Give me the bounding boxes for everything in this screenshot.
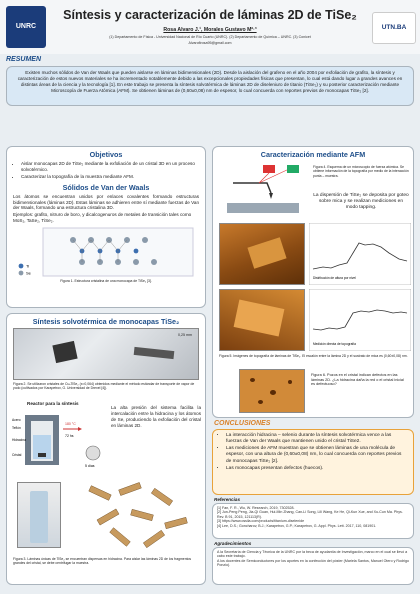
email: Alvarofirosa95@gmail.com [188,41,232,45]
conclusiones-heading: CONCLUSIONES [214,420,271,427]
reactor-part-label: Cristal [12,453,22,457]
defect [258,400,263,404]
reactor-part-label: Teflón [12,426,21,430]
reference-item: [2] Jun-Peng Peng, Jia-Qi Guan, Hui-Min Zhang, Can-Li Song, Lili Wang, Ke He, Qi-Kun Xue, and Xu-Cun Ma. Phys. Rev. B 91, 2015, 121113(R). [217,510,403,519]
reference-item: [3] https://www.ossila.com/products/titanium-diselenide [217,519,305,524]
afm-text: La dispersión de TiSe₂ se deposita por goteo sobre mica y se realizan mediciones en modo tapping. [313,193,409,211]
sheet-region [247,237,286,268]
time-label: 72 hs [65,434,74,438]
agradecimientos-heading: Agradecimientos [214,541,252,546]
figure-2-caption: Figura 2. Se utilizaron cristales de CuₓTiSe₂ (x=0,064) obtenidos mediante el método estándar de transporte de vapor de yodo (cultivados por Karapetrov, G. Universidad de Drexel [4]). [13,382,195,391]
scale-label: 0,25 mm [178,333,192,337]
sintesis-text: La alta presión del sistema facilita la intercalación entre la hidracina y los átomos de Se, produciendo la exfoliación del cristal en láminas 2D. [111,405,201,428]
defect [250,378,255,382]
conclusion-item: • Las mediciones de AFM muestran que se obtienen láminas de una molécula de espesor, con una altura de (0,60±0,08) nm, lo cual concuerda con reportes previos de monocapas TiSe₂ [2]. [226,446,408,464]
resumen-heading: RESUMEN [6,56,42,63]
crystal-flake [134,347,175,359]
crystal-structure-figure [13,226,199,278]
sintesis-box [6,313,206,585]
afm-schematic [219,161,307,217]
utn-logo: UTN.BA [372,12,416,44]
vdw-examples: Ejemplos: grafito, nitruro de boro, y dicalcogenuros de metales de transición tales como MoS₂, TaSe₂, TiSe₂. [13,212,192,224]
temperature-label: 180 °C [65,422,76,426]
figure-3-caption: Figura 3. Láminas únicas de TiSe₂ se encuentran dispersas en hidracina. Para aislar las láminas 2D de los fragmentos grandes del cristal, se debe centrifugar la muestra. [13,557,192,566]
unrc-logo: UNRC [6,6,46,48]
poster-title: Síntesis y caracterización de láminas 2D de TiSe₂ [63,8,357,22]
afm-topography-2 [219,289,305,351]
sheet-region [234,300,285,337]
figure-1-caption: Figura 1. Estructura cristalina de una monocapa de TiSe₂ [3]. [60,279,152,283]
sintesis-heading: Síntesis solvotérmica de monocapas TiSe₂ [32,317,180,326]
vdw-text: Los átomos se encuentran unidos por enlaces covalentes formando estructuras bidimensionales (láminas 2D). Estas láminas se adhieren entre sí mediante fuerzas de Van der Waals, formando una estructura cristalina 3D. [13,193,199,211]
afm-defects-image [239,369,305,413]
resumen-text: Existen muchos sólidos de Van der Waals que pueden aislarse en láminas bidimensionales (2D). Desde la aislación del grafeno en el año 2004 por exfoliación de grafito, la síntesis y caracterización de estos nuevos materiales se ha incrementado notablemente debido a las excepcionales propiedades físicas que presentan, lo cual está dando lugar a grandes avances en distintas áreas de la ciencia y la tecnología [1]. En este trabajo se presenta la síntesis solvotérmica de láminas 2D de diseleniuro de titanio (TiSe₂) y su posterior caracterización mediante Microscopía de Fuerza Atómica (AFM). Se obtienen láminas de (0,60±0,08) nm de espesor, lo cual concuerda con reportes previos de monocapas TiSe₂ [2]. [17,70,403,93]
acknowledgement-item: A los docentes de Semiconductores por los aportes en la confección del póster (Mariela Santos, Manuel Otero y Rodrigo Ponzio). [217,558,409,568]
afm-box [212,146,414,418]
height-profile-chart-2 [309,289,411,351]
objetivo-item: • Caracterizar la topografía de la muestra mediante AFM. [21,174,199,180]
resumen-box [6,66,414,106]
affiliations: (1) Departamento de Física - Universidad Nacional de Río Cuarto (UNRC). (2) Departamento de Química – UNRC. (3) Conicet [109,35,311,39]
reference-item: [1] Fan, F. R., Wu, W. Research, 2019, 7302528. [217,506,295,510]
reactor-part-label: Hidracina [12,438,26,442]
defect [270,390,276,395]
crystal-photo [13,328,199,380]
vial [30,491,48,543]
chart-2-label: Medición directa de topografía [313,342,356,346]
referencias-heading: Referencias [214,497,241,502]
figure-5-caption: Figura 5. Imágenes de topografía de láminas de TiSe₂. El escalón entre la lámina 2D y el sustrato de mica es (0,60±0,08) nm. [219,354,408,358]
conclusion-item: • Las monocapas presentan defectos (huecos). [226,466,408,472]
defect [288,380,292,384]
reactor-part-label: Acero [12,418,21,422]
conclusion-item: • La interacción hidracina – selenio durante la síntesis solvotérmica vence a las fuerzas de Van der Waals que mantienen unido el cristal TiSe2. [226,433,408,445]
vial-photo [17,482,61,548]
nanosheet-render [79,480,199,550]
authors: Rosa Alvaro J.¹, Morales Gustavo M²·³ [163,27,257,33]
poster-header [0,0,420,54]
objetivos-box [6,146,206,308]
acknowledgement-item: A la Secretaría de Ciencia y Técnica de la UNRC por la beca de ayudantía de Investigación, marco en el cual se llevó a cabo este trabajo. [217,550,408,559]
days-label: 5 días [85,464,95,468]
vdw-heading: Sólidos de Van der Waals [62,182,150,192]
objetivo-item: • Aislar monocapas 2D de TiSe₂ mediante la exfoliación de un cristal 3D en un proceso solvotérmico. [21,161,199,173]
crystal-flake [52,341,77,363]
legend-se: Se [26,270,31,276]
afm-heading: Caracterización mediante AFM [260,150,366,159]
reactor-label: Reactor para la síntesis [27,401,79,406]
chart-1-label: Distribución de altura por nivel [313,276,356,280]
reference-item: [4] Lee, D.S.; Goncharov, B.J.; Karapetrov, G.P.; Karapetrov, G. Appl. Phys. Lett. 2017, 110, 081901. [217,523,377,528]
reactor-diagram [11,409,111,471]
figure-4-caption: Figura 4. Esquema de un microscopio de fuerza atómica. Se obtiene información de la topografía por medio de la interacción punta – muestra. [313,165,409,178]
legend-ti: Ti [26,263,30,269]
figure-6-caption: Figura 6. Pozos en el cristal indican defectos en las láminas 2D. ¿La hidracina daña la red o el cristal inicial es defectuoso? [311,373,404,387]
referencias-box [212,503,414,539]
conclusiones-box [212,429,414,495]
afm-topography-1 [219,223,305,285]
height-profile-chart-1 [309,223,411,285]
objetivos-heading: Objetivos [89,150,123,159]
agradecimientos-box [212,547,414,585]
